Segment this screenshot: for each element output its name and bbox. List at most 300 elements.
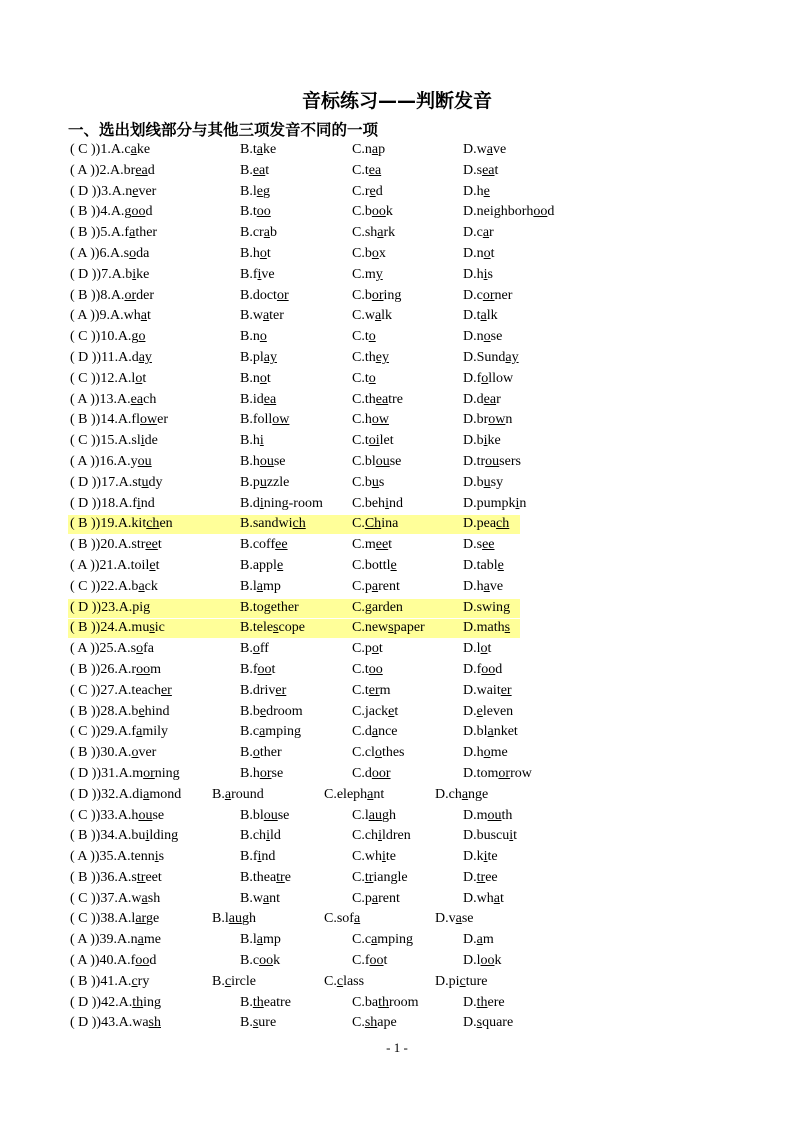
option-a: ( A ))13.A.each — [70, 391, 157, 407]
option-c: C.too — [352, 661, 383, 677]
option-b: B.eat — [240, 162, 270, 178]
underlined-letters: or — [371, 287, 384, 303]
underlined-letters: ea — [483, 391, 497, 407]
option-c: C.behind — [352, 495, 403, 511]
underlined-letters: ch — [496, 516, 510, 532]
question-row — [0, 639, 794, 660]
question-row — [0, 556, 794, 577]
question-row — [0, 993, 794, 1014]
option-a: ( A ))35.A.tennis — [70, 849, 165, 865]
option-b: B.driver — [240, 682, 287, 698]
option-c: C.white — [352, 849, 396, 865]
option-d: D.what — [463, 890, 504, 906]
option-d: D.maths — [463, 620, 511, 636]
underlined-letters: ou — [375, 453, 390, 469]
question-row — [0, 847, 794, 868]
option-c: C.my — [352, 266, 383, 282]
underlined-letters: e — [390, 557, 397, 573]
option-d: D.home — [463, 745, 508, 761]
option-b: B.theatre — [240, 994, 291, 1010]
underlined-letters: ow — [371, 412, 389, 428]
page-number: - 1 - — [386, 1040, 408, 1055]
option-a: ( B ))36.A.street — [70, 869, 162, 885]
question-row — [0, 681, 794, 702]
underlined-letters: i — [259, 433, 264, 449]
option-a: ( D ))17.A.study — [70, 474, 163, 490]
underlined-letters: or — [124, 287, 137, 303]
underlined-letters: a — [371, 724, 379, 740]
underlined-letters: i — [266, 828, 270, 844]
question-row — [0, 743, 794, 764]
option-d: D.talk — [463, 308, 498, 324]
underlined-letters: o — [368, 329, 376, 345]
option-a: ( B ))34.A.building — [70, 828, 179, 844]
underlined-letters: c — [224, 973, 232, 989]
underlined-letters: o — [135, 370, 143, 386]
question-row — [0, 785, 794, 806]
question-row — [0, 390, 794, 411]
underlined-letters: th — [476, 994, 488, 1010]
question-row — [0, 660, 794, 681]
question-row — [0, 618, 794, 639]
underlined-letters: oo — [256, 204, 271, 220]
underlined-letters: a — [256, 142, 263, 157]
underlined-letters: i — [483, 266, 488, 282]
underlined-letters: oo — [135, 953, 150, 969]
option-c: C.parent — [352, 578, 400, 594]
option-d: D.bike — [463, 433, 501, 449]
underlined-letters: ou — [485, 453, 500, 469]
underlined-letters: e — [388, 703, 395, 719]
question-row — [0, 348, 794, 369]
option-c: C.sofa — [324, 911, 361, 927]
underlined-letters: oo — [533, 204, 548, 220]
option-a: ( B ))28.A.behind — [70, 703, 170, 719]
underlined-letters: e — [256, 183, 263, 199]
option-d: D.wave — [463, 142, 507, 157]
underlined-letters: i — [381, 849, 386, 865]
option-b: B.circle — [212, 973, 256, 989]
option-c: C.shape — [352, 1015, 397, 1031]
underlined-letters: a — [482, 225, 490, 241]
underlined-letters: oo — [368, 661, 383, 677]
underlined-letters: i — [154, 849, 159, 865]
question-row — [0, 598, 794, 619]
underlined-letters: or — [259, 765, 272, 781]
option-d: D.lot — [463, 641, 492, 657]
option-b: B.other — [240, 745, 282, 761]
option-b: B.together — [240, 599, 299, 615]
option-b: B.hot — [240, 245, 271, 261]
option-a: ( D ))31.A.morning — [70, 765, 180, 781]
option-b: B.find — [240, 849, 276, 865]
underlined-letters: e — [476, 703, 483, 719]
underlined-letters: ay — [138, 349, 152, 365]
question-list — [0, 140, 794, 1034]
option-b: B.lamp — [240, 578, 281, 594]
option-c: C.they — [352, 349, 389, 365]
option-c: C.elephant — [324, 786, 385, 802]
option-c: C.to — [352, 370, 376, 386]
option-b: B.blouse — [240, 807, 290, 823]
question-row — [0, 473, 794, 494]
underlined-letters: a — [140, 308, 147, 324]
underlined-letters: e — [483, 183, 490, 199]
option-b: B.five — [240, 266, 275, 282]
underlined-letters: o — [480, 641, 488, 657]
option-a: ( A ))25.A.sofa — [70, 641, 155, 657]
question-row — [0, 202, 794, 223]
underlined-letters: a — [353, 911, 361, 927]
underlined-letters: oo — [257, 661, 272, 677]
underlined-letters: i — [509, 828, 514, 844]
underlined-letters: s — [273, 620, 279, 636]
underlined-letters: a — [455, 911, 462, 927]
underlined-letters: o — [252, 641, 260, 657]
option-c: C.term — [352, 682, 391, 698]
underlined-letters: ee — [275, 537, 288, 553]
option-a: ( B ))8.A.order — [70, 287, 154, 303]
underlined-letters: s — [504, 620, 511, 636]
underlined-letters: i — [257, 849, 262, 865]
underlined-letters: o — [131, 745, 139, 761]
section-heading: 一、选出划线部分与其他三项发音不同的一项 — [68, 121, 379, 139]
underlined-letters: o — [259, 370, 267, 386]
underlined-letters: or — [276, 287, 289, 303]
underlined-letters: a — [374, 308, 382, 324]
question-row — [0, 702, 794, 723]
option-b: B.foot — [240, 661, 276, 677]
option-c: C.camping — [352, 932, 414, 948]
option-c: C.garden — [352, 599, 403, 615]
option-a: ( A ))16.A.you — [70, 453, 152, 469]
underlined-letters: i — [515, 495, 520, 511]
underlined-letters: u — [259, 474, 267, 490]
option-b: B.child — [240, 828, 281, 844]
underlined-letters: u — [371, 474, 379, 490]
option-a: ( D ))7.A.bike — [70, 266, 150, 282]
underlined-letters: a — [130, 142, 137, 157]
underlined-letters: ow — [140, 412, 158, 428]
underlined-letters: a — [483, 578, 490, 594]
option-b: B.want — [240, 890, 281, 906]
underlined-letters: th — [252, 994, 264, 1010]
option-a: ( D ))11.A.day — [70, 349, 152, 365]
option-d: D.nose — [463, 329, 503, 345]
option-c: C.foot — [352, 953, 388, 969]
underlined-letters: oo — [371, 204, 386, 220]
option-a: ( C ))33.A.house — [70, 807, 165, 823]
option-d: D.neighborhood — [463, 204, 555, 220]
option-b: B.crab — [240, 225, 277, 241]
underlined-letters: a — [137, 932, 144, 948]
underlined-letters: tr — [276, 869, 285, 885]
option-c: C.to — [352, 329, 376, 345]
option-c: C.China — [352, 516, 399, 532]
option-d: D.follow — [463, 370, 514, 386]
question-row — [0, 182, 794, 203]
underlined-letters: y — [375, 266, 383, 282]
option-b: B.telescope — [240, 620, 305, 636]
option-b: B.camping — [240, 724, 302, 740]
option-b: B.bedroom — [240, 703, 303, 719]
option-b: B.horse — [240, 765, 284, 781]
option-c: C.bottle — [352, 557, 397, 573]
option-c: C.pot — [352, 641, 383, 657]
option-a: ( C ))38.A.large — [70, 911, 160, 927]
option-a: ( D ))43.A.wash — [70, 1015, 161, 1031]
option-a: ( C ))27.A.teacher — [70, 682, 172, 698]
question-row — [0, 286, 794, 307]
option-d: D.change — [435, 786, 489, 802]
option-c: C.clothes — [352, 745, 405, 761]
option-a: ( C ))12.A.lot — [70, 370, 147, 386]
option-c: C.nap — [352, 142, 386, 157]
option-c: C.parent — [352, 890, 400, 906]
underlined-letters: g — [263, 599, 271, 615]
option-c: C.door — [352, 765, 391, 781]
option-a: ( B ))26.A.room — [70, 661, 161, 677]
option-d: D.have — [463, 578, 504, 594]
option-d: D.blanket — [463, 724, 518, 740]
option-c: C.dance — [352, 724, 398, 740]
option-d: D.not — [463, 245, 495, 261]
underlined-letters: e — [138, 703, 145, 719]
underlined-letters: o — [371, 641, 379, 657]
underlined-letters: or — [482, 287, 495, 303]
underlined-letters: ow — [272, 412, 290, 428]
underlined-letters: ou — [138, 807, 153, 823]
option-d: D.see — [463, 537, 495, 553]
underlined-letters: o — [138, 329, 146, 345]
option-d: D.kite — [463, 849, 498, 865]
question-row — [0, 265, 794, 286]
question-row — [0, 951, 794, 972]
option-c: C.jacket — [352, 703, 399, 719]
option-b: B.not — [240, 370, 271, 386]
underlined-letters: tr — [476, 869, 486, 885]
underlined-letters: o — [259, 245, 267, 261]
question-row — [0, 327, 794, 348]
question-row — [0, 1013, 794, 1034]
underlined-letters: ch — [292, 516, 306, 532]
question-row — [0, 972, 794, 993]
option-a: ( D ))32.A.diamond — [70, 786, 182, 802]
option-a: ( D ))23.A.pig — [70, 599, 151, 615]
underlined-letters: a — [256, 932, 263, 948]
question-row — [0, 431, 794, 452]
option-b: B.off — [240, 641, 269, 657]
option-a: ( A ))39.A.name — [70, 932, 161, 948]
option-d: D.his — [463, 266, 493, 282]
option-c: C.boring — [352, 287, 402, 303]
question-row — [0, 223, 794, 244]
option-c: C.class — [324, 973, 365, 989]
question-row — [0, 306, 794, 327]
option-a: ( D ))18.A.find — [70, 495, 155, 511]
option-a: ( C ))15.A.slide — [70, 433, 158, 449]
underlined-letters: a — [224, 786, 232, 802]
option-d: D.seat — [463, 162, 499, 178]
option-a: ( A ))2.A.bread — [70, 162, 155, 178]
underlined-letters: c — [131, 973, 138, 989]
underlined-letters: a — [480, 308, 487, 324]
question-row — [0, 889, 794, 910]
underlined-letters: er — [160, 682, 172, 698]
underlined-letters: a — [256, 578, 263, 594]
option-a: ( B ))19.A.kitchen — [70, 516, 173, 532]
underlined-letters: ea — [368, 162, 382, 178]
option-a: ( A ))40.A.food — [70, 953, 157, 969]
underlined-letters: a — [263, 225, 270, 241]
underlined-letters: oo — [480, 953, 495, 969]
underlined-letters: a — [141, 890, 148, 906]
option-d: D.am — [463, 932, 494, 948]
question-row — [0, 494, 794, 515]
question-row — [0, 930, 794, 951]
option-d: D.pumpkin — [463, 495, 527, 511]
underlined-letters: oo — [136, 661, 151, 677]
option-d: D.table — [463, 557, 504, 573]
option-b: B.idea — [240, 391, 277, 407]
underlined-letters: ou — [263, 807, 278, 823]
underlined-letters: i — [483, 433, 488, 449]
underlined-letters: ou — [487, 807, 502, 823]
option-a: ( D ))42.A.thing — [70, 994, 161, 1010]
question-row — [0, 161, 794, 182]
underlined-letters: ee — [375, 537, 389, 553]
underlined-letters: o — [252, 745, 260, 761]
underlined-letters: ea — [375, 391, 389, 407]
option-b: B.no — [240, 329, 267, 345]
option-c: C.toilet — [352, 433, 394, 449]
option-c: C.triangle — [352, 869, 408, 885]
underlined-letters: ea — [252, 162, 266, 178]
option-a: ( C ))10.A.go — [70, 329, 146, 345]
option-b: B.sandwich — [240, 516, 306, 532]
option-c: C.meet — [352, 537, 393, 553]
option-b: B.take — [240, 142, 277, 157]
underlined-letters: e — [497, 557, 504, 573]
underlined-letters: ey — [375, 349, 389, 365]
option-b: B.laugh — [212, 911, 256, 927]
underlined-letters: i — [136, 495, 141, 511]
option-b: B.house — [240, 453, 286, 469]
question-row — [0, 452, 794, 473]
underlined-letters: a — [259, 724, 266, 740]
underlined-letters: er — [500, 682, 512, 698]
underlined-letters: o — [136, 641, 144, 657]
option-d: D.corner — [463, 287, 513, 303]
underlined-letters: er — [368, 682, 380, 698]
underlined-letters: au — [368, 807, 382, 823]
underlined-letters: a — [377, 225, 384, 241]
underlined-letters: oo — [259, 953, 274, 969]
option-b: B.around — [212, 786, 264, 802]
option-d: D.Sunday — [463, 349, 519, 365]
underlined-letters: g — [503, 599, 511, 615]
option-b: B.water — [240, 308, 284, 324]
option-a: ( C ))1.A.cake — [70, 142, 151, 157]
underlined-letters: a — [262, 890, 270, 906]
underlined-letters: o — [483, 245, 491, 261]
underlined-letters: er — [275, 682, 287, 698]
underlined-letters: i — [385, 495, 389, 511]
option-d: D.dear — [463, 391, 501, 407]
option-b: B.follow — [240, 412, 290, 428]
option-a: ( A ))21.A.toilet — [70, 557, 160, 573]
option-c: C.blouse — [352, 453, 402, 469]
underlined-letters: e — [259, 703, 267, 719]
option-d: D.buscuit — [463, 828, 518, 844]
question-row — [0, 868, 794, 889]
question-row — [0, 722, 794, 743]
option-a: ( B ))4.A.good — [70, 204, 153, 220]
option-d: D.busy — [463, 474, 504, 490]
option-c: C.how — [352, 412, 389, 428]
underlined-letters: ar — [135, 911, 146, 927]
option-a: ( B ))14.A.flower — [70, 412, 169, 428]
option-c: C.walk — [352, 308, 393, 324]
underlined-letters: or — [143, 765, 155, 781]
underlined-letters: o — [483, 329, 491, 345]
underlined-letters: o — [129, 245, 137, 261]
underlined-letters: a — [476, 932, 483, 948]
underlined-letters: ou — [137, 453, 152, 469]
option-b: B.puzzle — [240, 474, 290, 490]
option-c: C.children — [352, 828, 411, 844]
option-a: ( B ))30.A.over — [70, 745, 157, 761]
underlined-letters: o — [374, 745, 382, 761]
option-d: D.brown — [463, 412, 513, 428]
option-c: C.shark — [352, 225, 396, 241]
option-d: D.tree — [463, 869, 498, 885]
underlined-letters: a — [262, 308, 270, 324]
underlined-letters: u — [141, 474, 149, 490]
option-a: ( B ))24.A.music — [70, 620, 165, 636]
underlined-letters: c — [336, 973, 344, 989]
underlined-letters: a — [487, 724, 494, 740]
question-row — [0, 909, 794, 930]
underlined-letters: i — [140, 433, 145, 449]
option-c: C.tea — [352, 162, 382, 178]
underlined-letters: a — [371, 578, 379, 594]
underlined-letters: ee — [145, 537, 158, 553]
option-d: D.he — [463, 183, 490, 199]
underlined-letters: a — [367, 786, 374, 802]
option-d: D.trousers — [463, 453, 521, 469]
underlined-letters: e — [132, 183, 139, 199]
underlined-letters: ch — [146, 516, 160, 532]
option-b: B.lamp — [240, 932, 281, 948]
question-row — [0, 410, 794, 431]
option-d: D.waiter — [463, 682, 512, 698]
underlined-letters: o — [483, 745, 491, 761]
underlined-letters: ee — [482, 537, 495, 553]
underlined-letters: sh — [364, 1015, 378, 1031]
underlined-letters: a — [138, 578, 145, 594]
option-b: B.coffee — [240, 537, 288, 553]
option-a: ( A ))6.A.soda — [70, 245, 150, 261]
question-row — [0, 535, 794, 556]
option-a: ( C ))29.A.family — [70, 724, 168, 740]
option-a: ( C ))37.A.wash — [70, 890, 161, 906]
underlined-letters: au — [228, 911, 242, 927]
underlined-letters: a — [143, 786, 150, 802]
underlined-letters: Ch — [364, 516, 382, 532]
option-b: B.theatre — [240, 869, 291, 885]
underlined-letters: i — [378, 828, 382, 844]
